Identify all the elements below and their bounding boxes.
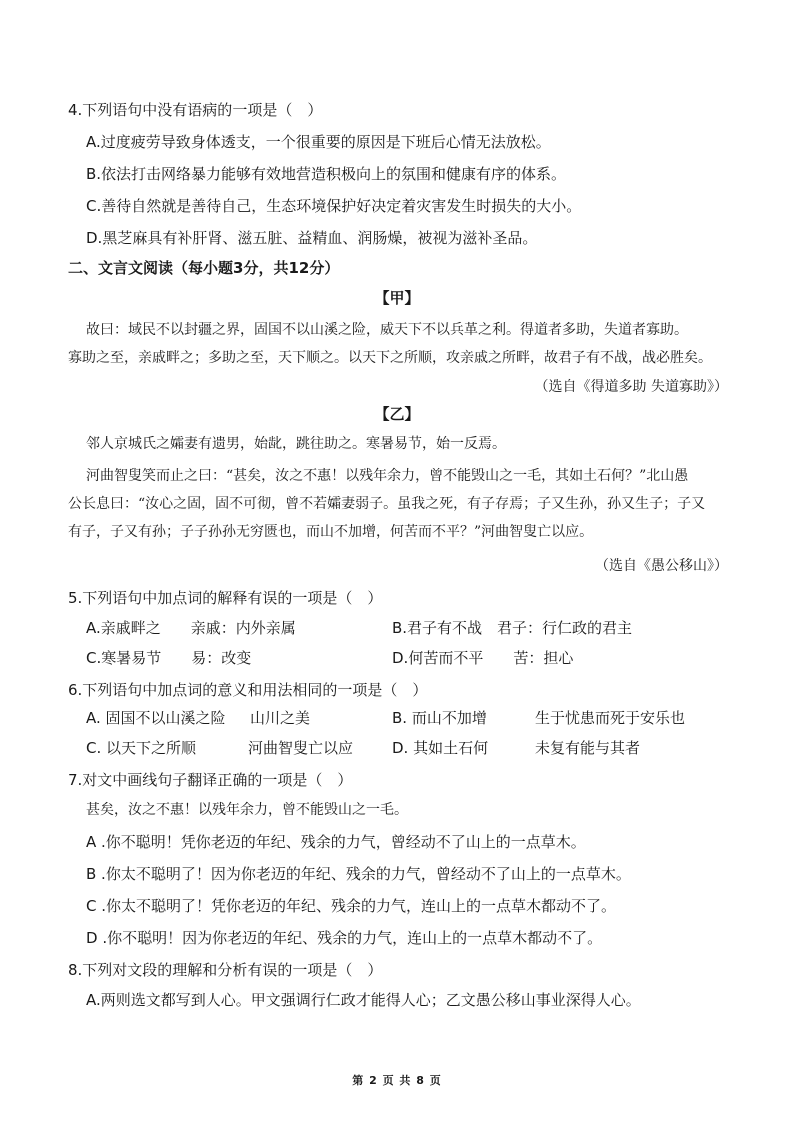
q6-option-d-right: 未复有能与其者: [535, 739, 641, 757]
q4-option-b: B.依法打击网络暴力能够有效地营造积极向上的氛围和健康有序的体系。: [86, 165, 567, 183]
q8-stem: 8.下列对文段的理解和分析有误的一项是（ ）: [68, 961, 383, 979]
q6-option-c-left: C. 以天下之所顺: [86, 739, 197, 757]
q4-stem: 4.下列语句中没有语病的一项是（ ）: [68, 101, 323, 119]
passage-yi-source: （选自《愚公移山》）: [595, 558, 728, 574]
q5-option-a: A.亲戚畔之 亲戚：内外亲属: [86, 619, 296, 637]
passage-yi-line-1: 邻人京城氏之孀妻有遗男，始龀，跳往助之。寒暑易节，始一反焉。: [86, 436, 506, 452]
q5-option-b: B.君子有不战 君子：行仁政的君主: [392, 619, 633, 637]
q5-option-d: D.何苦而不平 苦：担心: [392, 649, 574, 667]
q6-option-b-left: B. 而山不加增: [392, 709, 487, 727]
passage-jia-line-1: 故曰：域民不以封疆之界，固国不以山溪之险，威天下不以兵革之利。得道者多助，失道者寡助。: [86, 322, 688, 338]
page-number-footer: 第 2 页 共 8 页: [352, 1074, 442, 1087]
q7-option-a: A .你不聪明！凭你老迈的年纪、残余的力气，曾经动不了山上的一点草木。: [86, 833, 586, 851]
q4-option-d: D.黑芝麻具有补肝肾、滋五脏、益精血、润肠燥，被视为滋补圣品。: [86, 229, 538, 247]
q7-stem: 7.对文中画线句子翻译正确的一项是（ ）: [68, 771, 353, 789]
q7-option-c: C .你太不聪明了！凭你老迈的年纪、残余的力气，连山上的一点草木都动不了。: [86, 897, 617, 915]
passage-jia-line-2: 寡助之至，亲戚畔之；多助之至，天下顺之。以天下之所顺，攻亲戚之所畔，故君子有不战，战必胜矣。: [68, 350, 712, 366]
q5-stem: 5.下列语句中加点词的解释有误的一项是（ ）: [68, 589, 383, 607]
q6-option-b-right: 生于忧患而死于安乐也: [535, 709, 686, 727]
q6-stem: 6.下列语句中加点词的意义和用法相同的一项是（ ）: [68, 681, 428, 699]
q6-option-d-left: D. 其如土石何: [392, 739, 489, 757]
q6-option-a-right: 山川之美: [250, 709, 311, 727]
passage-yi-line-3: 公长息曰：“汝心之固，固不可彻，曾不若孀妻弱子。虽我之死，有子存焉；子又生孙，孙又生子；子又: [68, 496, 706, 512]
passage-yi-line-2: 河曲智叟笑而止之曰：“甚矣，汝之不惠！以残年余力，曾不能毁山之一毛，其如土石何？”北山愚: [86, 468, 689, 484]
q6-option-c-right: 河曲智叟亡以应: [248, 739, 354, 757]
q7-quoted-sentence: 甚矣，汝之不惠！以残年余力，曾不能毁山之一毛。: [86, 802, 408, 818]
section-heading: 二、文言文阅读（每小题3分，共12分）: [68, 259, 340, 277]
passage-jia-title: 【甲】: [374, 289, 420, 307]
passage-yi-title: 【乙】: [374, 405, 420, 423]
q6-option-a-left: A. 固国不以山溪之险: [86, 709, 226, 727]
q4-option-c: C.善待自然就是善待自己，生态环境保护好决定着灾害发生时损失的大小。: [86, 197, 582, 215]
q5-option-c: C.寒暑易节 易：改变: [86, 649, 252, 667]
q7-option-b: B .你太不聪明了！因为你老迈的年纪、残余的力气，曾经动不了山上的一点草木。: [86, 865, 631, 883]
q4-option-a: A.过度疲劳导致身体透支，一个很重要的原因是下班后心情无法放松。: [86, 133, 551, 151]
passage-jia-source: （选自《得道多助 失道寡助》）: [534, 379, 728, 395]
passage-yi-line-4: 有子，子又有孙；子子孙孙无穷匮也，而山不加增，何苦而不平？”河曲智叟亡以应。: [68, 524, 594, 540]
q8-option-a: A.两则选文都写到人心。甲文强调行仁政才能得人心；乙文愚公移山事业深得人心。: [86, 991, 641, 1009]
q7-option-d: D .你不聪明！因为你老迈的年纪、残余的力气，连山上的一点草木都动不了。: [86, 929, 603, 947]
